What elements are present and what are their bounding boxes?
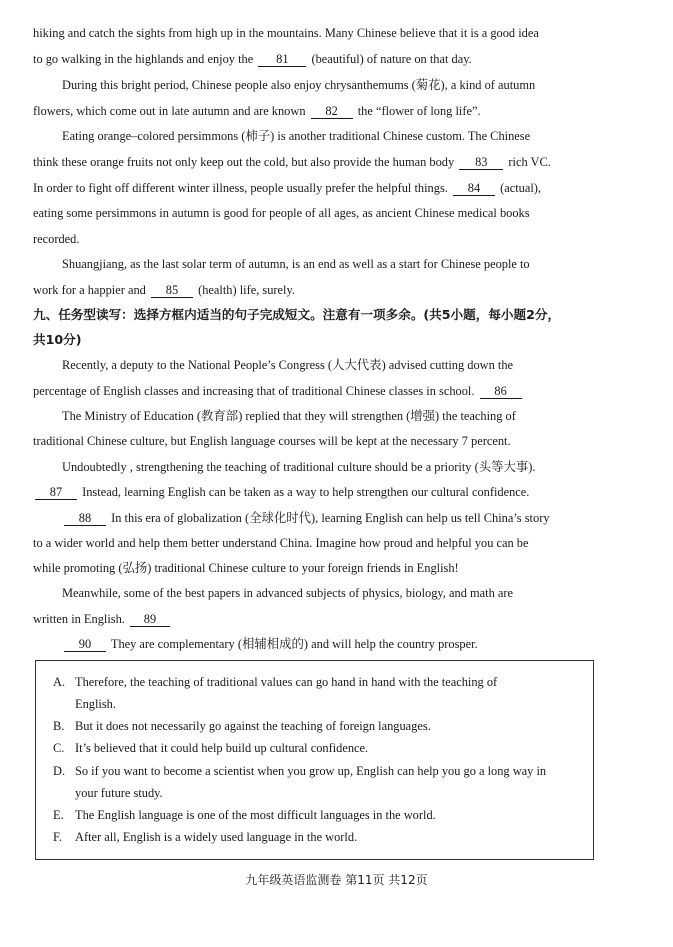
passage-text: They are complementary (相辅相成的) and will help the country prosper. bbox=[110, 637, 478, 651]
passage-text: written in English. bbox=[33, 612, 125, 626]
passage-text: traditional Chinese culture, but English language courses will be kept at the necessary 7 percent. bbox=[33, 434, 511, 448]
passage-line bbox=[33, 484, 603, 500]
passage-text: percentage of English classes and increasing that of traditional Chinese classes in school. bbox=[33, 384, 475, 398]
passage-line bbox=[33, 560, 603, 576]
passage-text: (health) life, surely. bbox=[198, 283, 295, 297]
passage-text: think these orange fruits not only keep out the cold, but also provide the human body bbox=[33, 155, 455, 169]
blank-84[interactable]: 84 bbox=[453, 182, 495, 196]
passage-text: recorded. bbox=[33, 232, 80, 246]
passage-text: while promoting (弘扬) traditional Chinese culture to your foreign friends in English! bbox=[33, 561, 459, 575]
blank-89[interactable]: 89 bbox=[130, 613, 170, 627]
option-letter: A. bbox=[53, 675, 66, 689]
option-text: So if you want to become a scientist when you grow up, English can help you go a long way in bbox=[75, 764, 547, 778]
passage-line bbox=[33, 25, 603, 41]
passage-line bbox=[62, 77, 603, 93]
passage-text: Eating orange–colored persimmons (柿子) is another traditional Chinese custom. The Chinese bbox=[62, 129, 531, 143]
option-text: After all, English is a widely used language in the world. bbox=[75, 830, 358, 844]
passage-line bbox=[33, 535, 603, 551]
passage-text: (actual), bbox=[500, 181, 542, 195]
blank-83[interactable]: 83 bbox=[459, 156, 503, 170]
blank-85[interactable]: 85 bbox=[151, 284, 193, 298]
option-e[interactable] bbox=[53, 807, 583, 823]
passage-line bbox=[33, 611, 603, 627]
passage-line bbox=[62, 510, 603, 526]
option-d[interactable] bbox=[53, 763, 583, 779]
section-heading: 九、任务型读写：选择方框内适当的句子完成短文。注意有一项多余。(共5小题，每小题2分， bbox=[33, 307, 561, 322]
passage-line bbox=[33, 205, 603, 221]
blank-87[interactable]: 87 bbox=[35, 486, 77, 500]
option-a-continuation: English. bbox=[75, 697, 116, 711]
passage-text: flowers, which come out in late autumn and are known bbox=[33, 104, 306, 118]
passage-line bbox=[33, 51, 603, 67]
passage-line bbox=[33, 282, 603, 298]
option-b[interactable] bbox=[53, 718, 583, 734]
passage-line bbox=[62, 585, 603, 601]
blank-90[interactable]: 90 bbox=[64, 638, 106, 652]
passage-text: the “flower of long life”. bbox=[357, 104, 481, 118]
passage-text: to a wider world and help them better understand China. Imagine how proud and helpful you can be bbox=[33, 536, 529, 550]
option-letter: C. bbox=[53, 741, 65, 755]
passage-text: During this bright period, Chinese people also enjoy chrysanthemums (菊花), a kind of autumn bbox=[62, 78, 536, 92]
passage-line bbox=[62, 459, 603, 475]
option-letter: F. bbox=[53, 830, 62, 844]
passage-text: Instead, learning English can be taken as a way to help strengthen our cultural confidence. bbox=[82, 485, 530, 499]
page-footer: 九年级英语监测卷 第11页 共12页 bbox=[245, 873, 428, 887]
option-text: The English language is one of the most difficult languages in the world. bbox=[75, 808, 436, 822]
blank-81[interactable]: 81 bbox=[258, 53, 306, 67]
passage-line bbox=[62, 408, 603, 424]
option-c[interactable] bbox=[53, 740, 583, 756]
option-letter: B. bbox=[53, 719, 65, 733]
option-text: Therefore, the teaching of traditional values can go hand in hand with the teaching of bbox=[75, 675, 498, 689]
passage-line bbox=[33, 231, 603, 247]
passage-line bbox=[62, 128, 603, 144]
passage-text: Undoubtedly , strengthening the teaching of traditional culture should be a priority (头等大事). bbox=[62, 460, 536, 474]
option-f[interactable] bbox=[53, 829, 583, 845]
passage-text: Meanwhile, some of the best papers in advanced subjects of physics, biology, and math are bbox=[62, 586, 513, 600]
passage-text: The Ministry of Education (教育部) replied that they will strengthen (增强) the teaching of bbox=[62, 409, 516, 423]
blank-82[interactable]: 82 bbox=[311, 105, 353, 119]
passage-line bbox=[33, 154, 603, 170]
option-letter: D. bbox=[53, 764, 66, 778]
passage-text: rich VC. bbox=[508, 155, 551, 169]
passage-text: Recently, a deputy to the National People’s Congress (人大代表) advised cutting down the bbox=[62, 358, 514, 372]
option-text: But it does not necessarily go against the teaching of foreign languages. bbox=[75, 719, 431, 733]
option-letter: E. bbox=[53, 808, 64, 822]
blank-86[interactable]: 86 bbox=[480, 385, 522, 399]
option-text: It’s believed that it could help build up cultural confidence. bbox=[75, 741, 369, 755]
passage-text: eating some persimmons in autumn is good for people of all ages, as ancient Chinese medical books bbox=[33, 206, 530, 220]
passage-text: (beautiful) of nature on that day. bbox=[311, 52, 472, 66]
passage-text: In this era of globalization (全球化时代), learning English can help us tell China’s story bbox=[111, 511, 550, 525]
passage-text: to go walking in the highlands and enjoy the bbox=[33, 52, 254, 66]
passage-text: hiking and catch the sights from high up in the mountains. Many Chinese believe that it is a good idea bbox=[33, 26, 539, 40]
passage-line bbox=[33, 433, 603, 449]
options-box bbox=[35, 660, 594, 860]
option-d-continuation: your future study. bbox=[75, 786, 163, 800]
passage-line bbox=[33, 383, 603, 399]
passage-text: In order to fight off different winter illness, people usually prefer the helpful things. bbox=[33, 181, 448, 195]
passage-line bbox=[62, 256, 603, 272]
option-a[interactable] bbox=[53, 674, 583, 690]
passage-line bbox=[62, 636, 603, 652]
passage-line bbox=[62, 357, 603, 373]
passage-line bbox=[33, 103, 603, 119]
passage-text: work for a happier and bbox=[33, 283, 146, 297]
passage-line bbox=[33, 180, 603, 196]
passage-text: Shuangjiang, as the last solar term of autumn, is an end as well as a start for Chinese people to bbox=[62, 257, 530, 271]
section-heading-cont: 共10分) bbox=[33, 332, 82, 347]
blank-88[interactable]: 88 bbox=[64, 512, 106, 526]
